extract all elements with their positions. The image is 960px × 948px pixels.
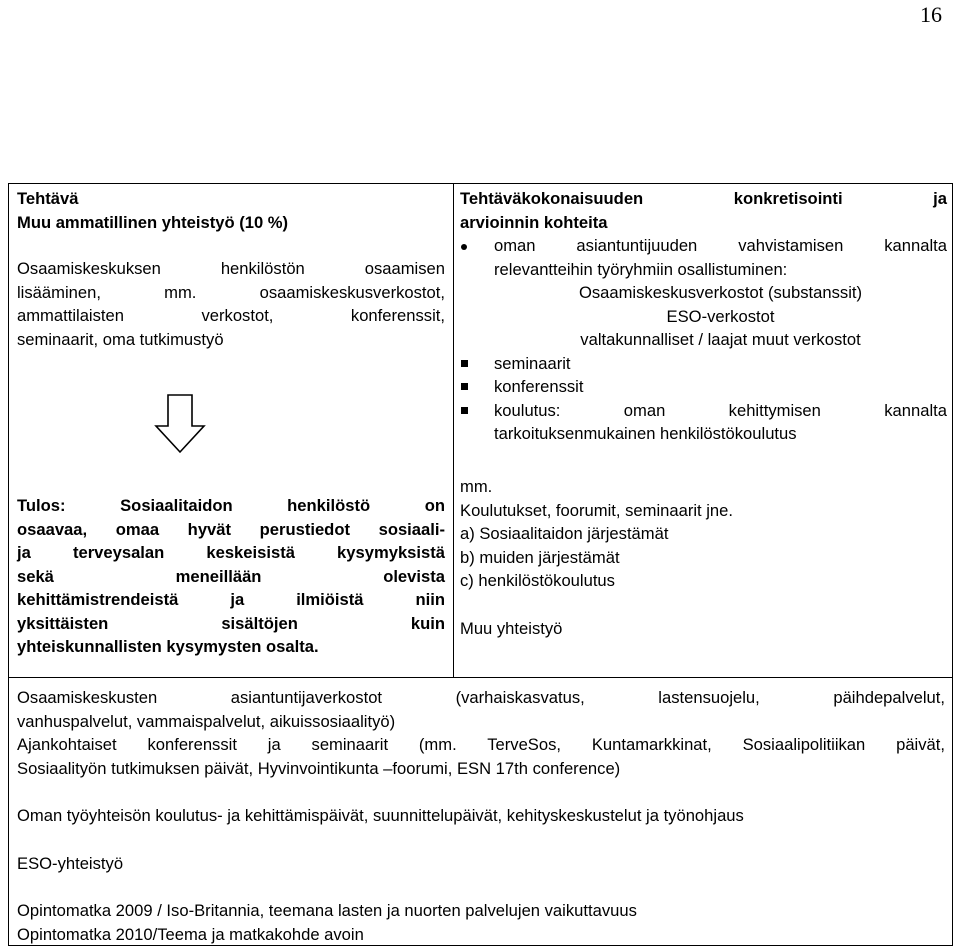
cooperation-details-cell xyxy=(17,686,945,946)
evaluation-line: mm. xyxy=(460,477,493,496)
task-description-line: lisääminen, mm. osaamiskeskusverkostot, xyxy=(17,282,445,302)
task-description-line: Osaamiskeskuksen henkilöstön osaamisen xyxy=(17,259,445,278)
network-item: Osaamiskeskusverkostot (substanssit) xyxy=(578,283,863,302)
detail-line: ESO-yhteistyö xyxy=(17,853,124,873)
result-line: osaavaa, omaa hyvät perustiedot sosiaali- xyxy=(17,519,445,539)
task-description-line: ammattilaisten verkostot, konferenssit, xyxy=(17,306,445,325)
evaluation-line: b) muiden järjestämät xyxy=(460,547,620,567)
square-bullet-icon xyxy=(461,360,468,367)
task-description-line: seminaarit, oma tutkimustyö xyxy=(17,329,224,349)
list-item xyxy=(460,375,947,399)
result-line: kehittämistrendeistä ja ilmiöistä niin xyxy=(17,590,445,609)
square-bullet-icon xyxy=(461,407,468,414)
list-item xyxy=(460,352,947,376)
evaluation-line: a) Sosiaalitaidon järjestämät xyxy=(460,524,669,543)
task-table xyxy=(8,183,953,946)
detail-line: vanhuspalvelut, vammaispalvelut, aikuissosiaalityö) xyxy=(17,711,396,731)
list-item xyxy=(460,234,947,352)
list-item-text: oman asiantuntijuuden vahvistamisen kannalta xyxy=(494,236,947,255)
task-title: Muu ammatillinen yhteistyö (10 %) xyxy=(17,212,289,232)
detail-line: Sosiaalityön tutkimuksen päivät, Hyvinvointikunta –foorumi, ESN 17th conference) xyxy=(17,758,621,778)
page-number: 16 xyxy=(920,2,942,27)
list-item-text: relevantteihin työryhmiin osallistuminen: xyxy=(494,259,788,279)
detail-line: Ajankohtaiset konferenssit ja seminaarit (mm. TerveSos, Kuntamarkkinat, Sosiaalipolitiikan päivät, xyxy=(17,735,945,754)
detail-line: Opintomatka 2009 / Iso-Britannia, teemana lasten ja nuorten palvelujen vaikuttavuus xyxy=(17,901,637,920)
result-line: sekä meneillään olevista xyxy=(17,566,445,586)
concretization-cell xyxy=(460,187,947,446)
task-description-cell xyxy=(17,187,445,351)
detail-line: Opintomatka 2010/Teema ja matkakohde avoin xyxy=(17,924,364,944)
result-cell xyxy=(17,494,445,659)
result-line: yksittäisten sisältöjen kuin xyxy=(17,613,445,633)
concretization-list xyxy=(460,234,947,446)
down-arrow-icon xyxy=(154,394,206,454)
network-item: ESO-verkostot xyxy=(666,306,775,326)
bullet-icon xyxy=(461,244,467,250)
list-item-text: seminaarit xyxy=(494,353,571,373)
evaluation-line: c) henkilöstökoulutus xyxy=(460,571,615,590)
result-line: yhteiskunnallisten kysymysten osalta. xyxy=(17,637,319,656)
detail-line: Osaamiskeskusten asiantuntijaverkostot (varhaiskasvatus, lastensuojelu, päihdepalvelut, xyxy=(17,688,945,707)
result-line: ja terveysalan keskeisistä kysymyksistä xyxy=(17,543,445,562)
network-item: valtakunnalliset / laajat muut verkostot xyxy=(580,330,861,349)
detail-line: Oman työyhteisön koulutus- ja kehittämispäivät, suunnittelupäivät, kehityskeskustelut ja työnohjaus xyxy=(17,806,744,825)
list-item-text: tarkoituksenmukainen henkilöstökoulutus xyxy=(494,424,797,443)
column-divider xyxy=(453,184,454,677)
list-item-text: koulutus: oman kehittymisen kannalta xyxy=(494,400,947,420)
task-column-header: Tehtävä xyxy=(17,189,79,208)
evaluation-cell xyxy=(460,475,947,640)
list-item xyxy=(460,399,947,446)
list-item-text: konferenssit xyxy=(494,377,584,396)
other-cooperation: Muu yhteistyö xyxy=(460,618,563,638)
result-line: Tulos: Sosiaalitaidon henkilöstö on xyxy=(17,496,445,515)
square-bullet-icon xyxy=(461,383,468,390)
evaluation-line: Koulutukset, foorumit, seminaarit jne. xyxy=(460,500,734,520)
concretization-header-cont: arvioinnin kohteita xyxy=(460,212,608,232)
concretization-header: Tehtäväkokonaisuuden konkretisointi ja xyxy=(460,189,947,208)
row-divider xyxy=(9,677,952,678)
